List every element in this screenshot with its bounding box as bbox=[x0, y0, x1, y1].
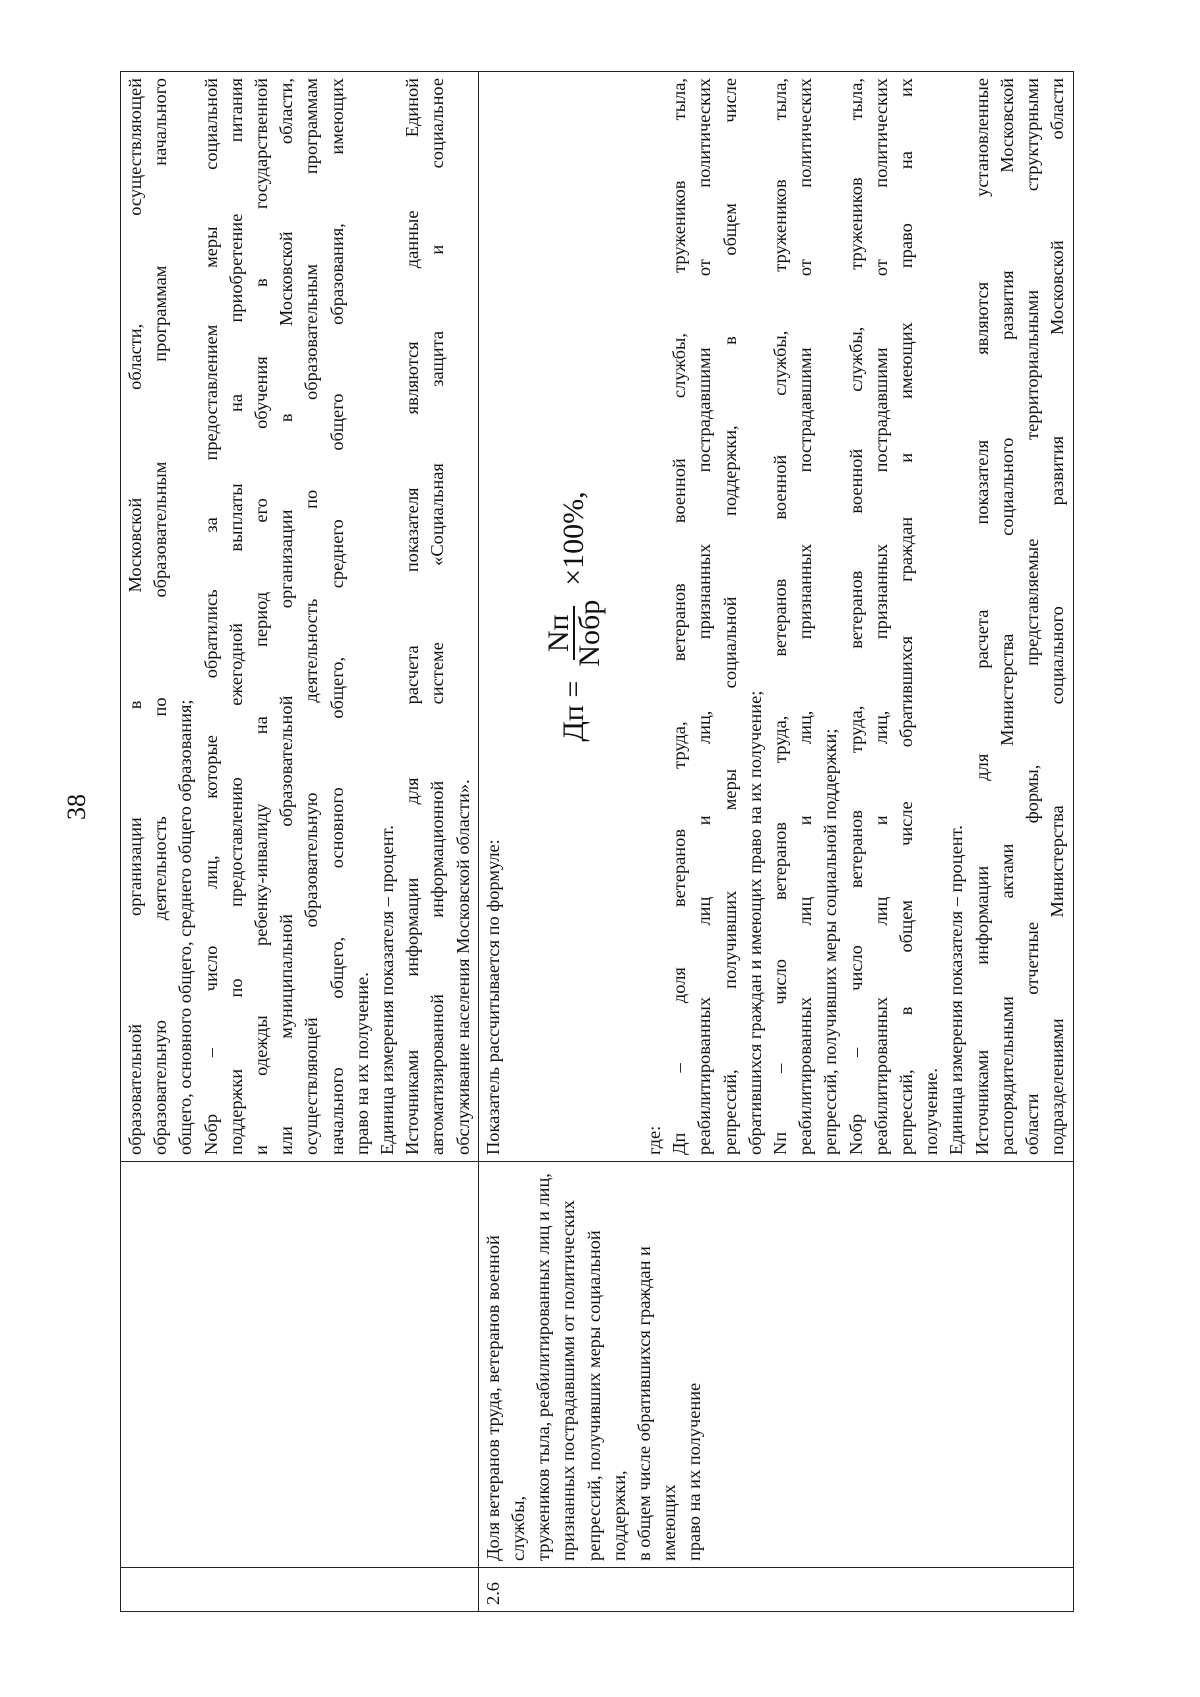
indicator-name-line: в общем числе обратившихся граждан и имеющих bbox=[634, 1246, 680, 1561]
description-line: репрессий, получивших меры социальной поддержки, в общем числе bbox=[719, 78, 740, 1155]
formula-fraction bbox=[541, 592, 607, 675]
indicator-name-line: репрессий, получивших меры социальной поддержки, bbox=[583, 1230, 629, 1561]
formula bbox=[506, 78, 642, 1155]
description-line: где: bbox=[644, 1125, 665, 1155]
description-line: распорядительными актами Министерства социального развития Московской bbox=[996, 78, 1017, 1155]
indicators-table bbox=[120, 71, 1074, 1612]
indicator-name-line: право на их получение bbox=[684, 1382, 705, 1561]
row-number-cell: 2.6 bbox=[478, 1568, 1073, 1612]
description-line: Единица измерения показателя – процент. bbox=[377, 825, 398, 1155]
description-line: начального общего, основного общего, среднего общего образования, имеющих bbox=[326, 78, 347, 1155]
description-line: обслуживание населения Московской области». bbox=[452, 779, 473, 1155]
description-line: Nобр – число ветеранов труда, ветеранов военной службы, тружеников тыла, bbox=[845, 78, 866, 1155]
formula-lhs: Дп = bbox=[557, 680, 591, 742]
indicator-name-cell bbox=[478, 1162, 1073, 1568]
indicator-description-cell bbox=[121, 72, 479, 1162]
description-line: реабилитированных лиц и лиц, признанных пострадавшими от политических bbox=[870, 78, 891, 1155]
description-line: или муниципальной образовательной организации в Московской области, bbox=[276, 78, 297, 1155]
description-line: Nобр – число лиц, которые обратились за предоставлением меры социальной bbox=[200, 78, 221, 1155]
indicator-name-cell-empty bbox=[121, 1162, 479, 1568]
description-line: реабилитированных лиц и лиц, признанных пострадавшими от политических bbox=[694, 78, 715, 1155]
description-line: осуществляющей образовательную деятельность по образовательным программам bbox=[301, 78, 322, 1155]
description-line: Дп – доля ветеранов труда, ветеранов военной службы, тружеников тыла, bbox=[669, 78, 690, 1155]
table-row-continued bbox=[121, 72, 479, 1612]
description-line: поддержки по предоставлению ежегодной выплаты на приобретение питания bbox=[225, 78, 246, 1155]
description-line: обратившихся граждан и имеющих право на их получение; bbox=[744, 690, 765, 1155]
description-text bbox=[642, 78, 1070, 1155]
description-line: Единица измерения показателя – процент. bbox=[946, 825, 967, 1155]
description-line: образовательную деятельность по образовательным программам начального bbox=[150, 78, 171, 1155]
description-line: получение. bbox=[921, 1067, 942, 1155]
table-row-2-6 bbox=[478, 72, 1073, 1612]
description-line: репрессий, получивших меры социальной поддержки; bbox=[820, 728, 841, 1155]
description-line: реабилитированных лиц и лиц, признанных пострадавшими от политических bbox=[795, 78, 816, 1155]
description-line: право на их получение. bbox=[351, 972, 372, 1155]
description-line: автоматизированной информационной системе «Социальная защита и социальное bbox=[427, 78, 448, 1155]
indicator-description-cell bbox=[478, 72, 1073, 1162]
description-text bbox=[123, 78, 476, 1155]
description-line: Источниками информации для расчета показателя являются данные Единой bbox=[402, 78, 423, 1155]
description-line: репрессий, в общем числе обратившихся граждан и имеющих право на их bbox=[896, 78, 917, 1155]
row-number-cell-empty bbox=[121, 1568, 479, 1612]
indicator-name-line: Доля ветеранов труда, ветеранов военной службы, bbox=[482, 1235, 529, 1561]
description-line: общего, основного общего, среднего общего образования; bbox=[175, 699, 196, 1155]
formula-rhs: ×100%, bbox=[557, 491, 591, 586]
indicator-name-text bbox=[481, 1168, 708, 1561]
description-line: Nп – число ветеранов труда, ветеранов военной службы, тружеников тыла, bbox=[770, 78, 791, 1155]
formula-numerator: Nп bbox=[546, 606, 575, 660]
page-number: 38 bbox=[62, 794, 91, 820]
rotated-page-content bbox=[120, 72, 1120, 1612]
description-line: подразделениями Министерства социального развития Московской области bbox=[1047, 78, 1068, 1155]
description-line: области отчетные формы, представляемые территориальными структурными bbox=[1022, 78, 1043, 1155]
description-line: и одежды ребенку-инвалиду на период его обучения в государственной bbox=[251, 78, 272, 1155]
formula-intro: Показатель рассчитывается по формуле: bbox=[482, 839, 503, 1155]
description-line: Источниками информации для расчета показателя являются установленные bbox=[971, 78, 992, 1155]
indicator-name-line: тружеников тыла, реабилитированных лиц и лиц, bbox=[533, 1173, 554, 1561]
formula-denominator: Nобр bbox=[573, 599, 607, 667]
indicator-name-line: признанных пострадавшими от политических bbox=[558, 1200, 579, 1561]
description-line: образовательной организации в Московской области, осуществляющей bbox=[125, 78, 145, 1155]
